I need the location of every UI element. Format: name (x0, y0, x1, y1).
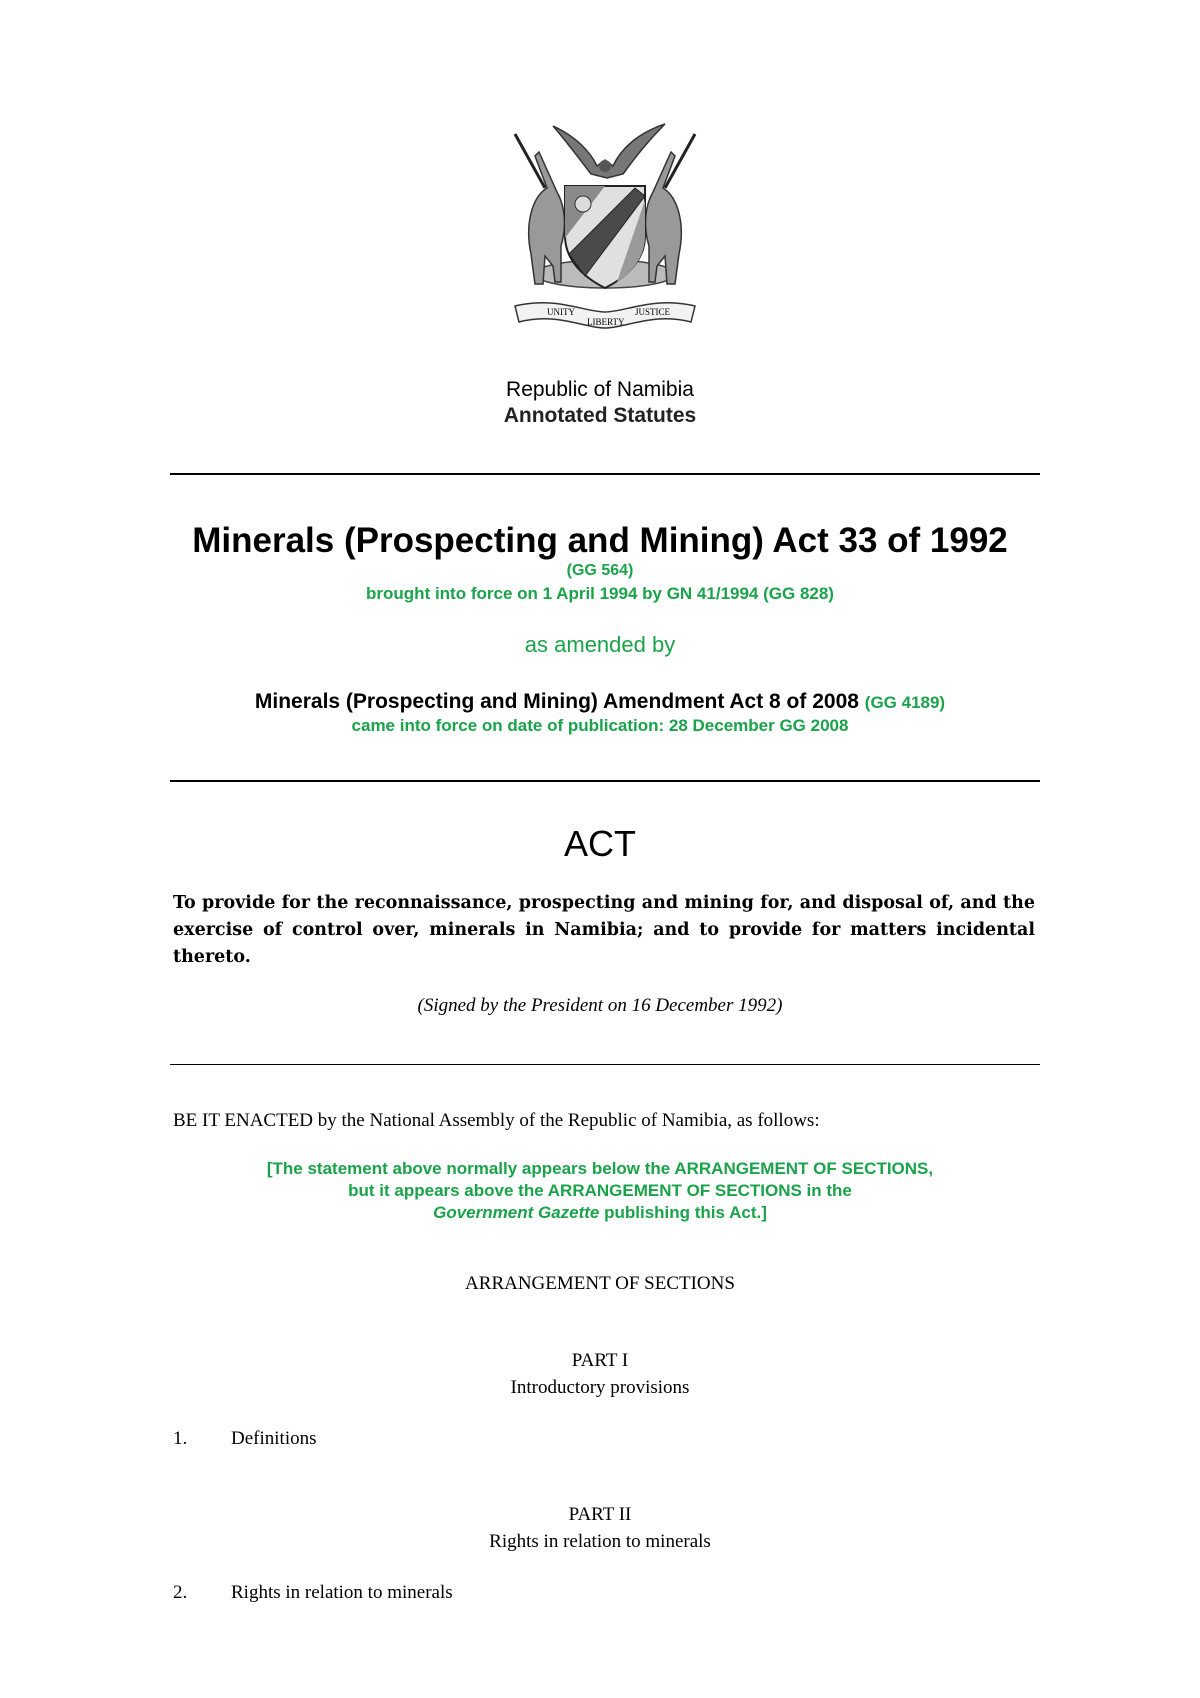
divider-top (170, 473, 1040, 475)
arrangement-heading: ARRANGEMENT OF SECTIONS (465, 1273, 735, 1294)
republic-label: Republic of Namibia (506, 378, 694, 401)
part-title: Introductory provisions (510, 1377, 690, 1398)
part-label: PART I (571, 1350, 629, 1371)
editorial-note-line3 (0, 1202, 1200, 1224)
motto-unity: UNITY (547, 307, 575, 317)
part-label: PART II (568, 1504, 632, 1525)
enacting-formula: BE IT ENACTED by the National Assembly of the Republic of Namibia, as follows: (173, 1110, 820, 1131)
motto-liberty: LIBERTY (587, 317, 625, 327)
editorial-note-line1: [The statement above normally appears below the ARRANGEMENT OF SECTIONS, (266, 1159, 934, 1178)
divider-lower (170, 1064, 1040, 1065)
editorial-note-line2: but it appears above the ARRANGEMENT OF SECTIONS in the (348, 1181, 852, 1200)
act-title: Minerals (Prospecting and Mining) Act 33 of 1992 (192, 521, 1008, 560)
section-title: Definitions (231, 1428, 317, 1449)
amending-act (0, 690, 1200, 714)
section-title: Rights in relation to minerals (231, 1582, 453, 1603)
coat-of-arms-icon (495, 116, 715, 356)
commencement-note: brought into force on 1 April 1994 by GN 41/1994 (GG 828) (366, 584, 834, 603)
signed-note: (Signed by the President on 16 December 1992) (417, 995, 783, 1016)
long-title: To provide for the reconnaissance, prospecting and mining for, and disposal of, and the exercise of control over, minerals in Namibia; and to provide for matters incidental thereto. (173, 893, 1035, 967)
divider-middle (170, 780, 1040, 782)
annotated-statutes-label: Annotated Statutes (503, 404, 697, 427)
part-title: Rights in relation to minerals (489, 1531, 711, 1552)
motto-justice: JUSTICE (635, 307, 671, 317)
amending-gazette-ref: (GG 4189) (864, 693, 946, 712)
act-heading: ACT (564, 823, 636, 864)
note-line3-rest: publishing this Act.] (599, 1203, 767, 1222)
section-number: 1. (173, 1428, 188, 1449)
as-amended-by: as amended by (524, 632, 676, 657)
section-number: 2. (173, 1582, 188, 1603)
amending-act-title: Minerals (Prospecting and Mining) Amendment Act 8 of 2008 (254, 690, 859, 713)
amending-commencement: came into force on date of publication: 28 December GG 2008 (351, 716, 849, 735)
gazette-italic: Government Gazette (433, 1203, 600, 1222)
gazette-ref: (GG 564) (566, 562, 634, 579)
